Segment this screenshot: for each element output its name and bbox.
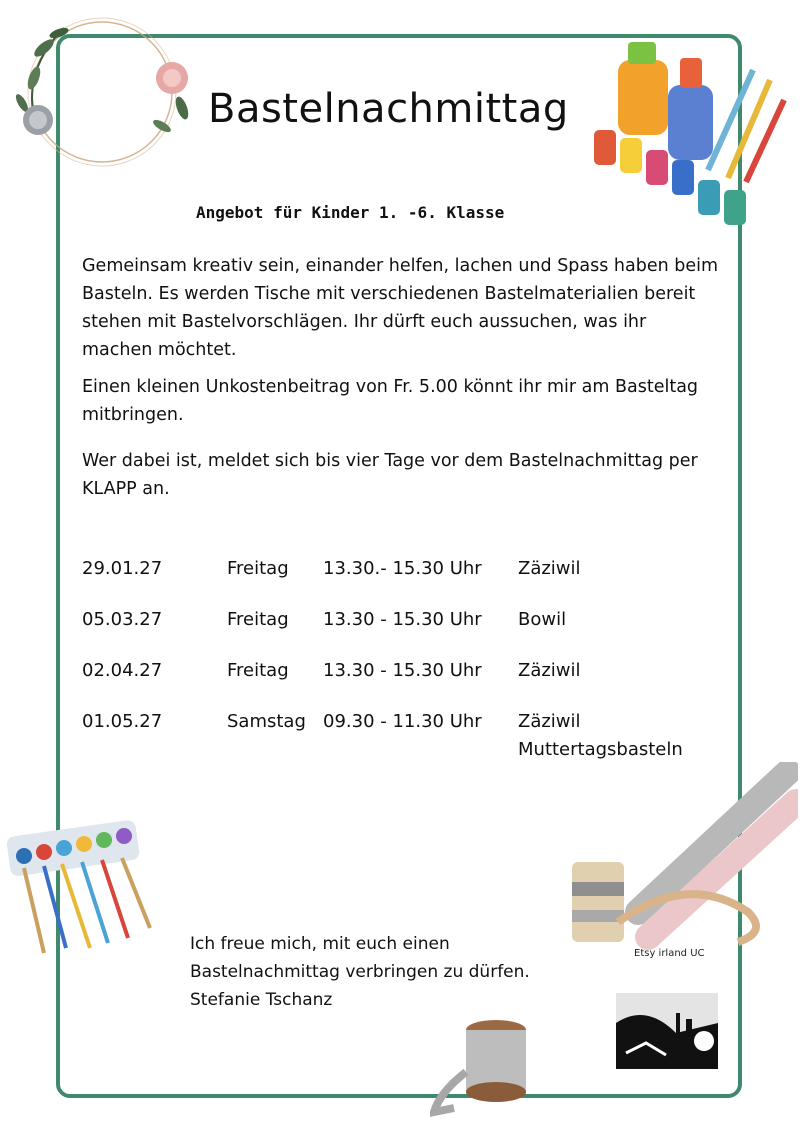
schedule-time: 09.30 - 11.30 Uhr — [323, 711, 482, 732]
ribbon-spool-icon — [430, 1012, 550, 1122]
schedule-time: 13.30.- 15.30 Uhr — [323, 558, 482, 579]
page-title: Bastelnachmittag — [208, 86, 569, 132]
schedule-time: 13.30 - 15.30 Uhr — [323, 609, 482, 630]
paper-rolls-icon — [568, 762, 798, 952]
schedule-place: Zäziwil — [518, 711, 581, 732]
schedule-place: Bowil — [518, 609, 567, 630]
schedule-table — [82, 558, 722, 762]
village-logo-icon — [616, 993, 718, 1069]
registration-paragraph: Wer dabei ist, meldet sich bis vier Tage vor dem Bastelnachmittag per KLAPP an. — [82, 451, 698, 499]
schedule-row — [82, 660, 722, 711]
schedule-day: Samstag — [227, 711, 306, 732]
floral-wreath-icon — [4, 8, 200, 176]
closing-line: Bastelnachmittag verbringen zu dürfen. — [190, 962, 530, 982]
schedule-place: Zäziwil — [518, 558, 581, 579]
subtitle: Angebot für Kinder 1. -6. Klasse — [196, 203, 505, 222]
schedule-row — [82, 558, 722, 609]
fee-paragraph: Einen kleinen Unkostenbeitrag von Fr. 5.00 könnt ihr mir am Basteltag mitbringen. — [82, 377, 699, 425]
schedule-row — [82, 711, 722, 762]
closing-message — [190, 930, 530, 1014]
schedule-day: Freitag — [227, 609, 289, 630]
schedule-note: Muttertagsbasteln — [518, 739, 683, 760]
schedule-date: 02.04.27 — [82, 660, 163, 681]
schedule-place: Zäziwil — [518, 660, 581, 681]
schedule-day: Freitag — [227, 558, 289, 579]
paint-bottles-icon — [588, 30, 793, 230]
watercolor-palette-icon — [4, 808, 164, 958]
schedule-date: 05.03.27 — [82, 609, 163, 630]
schedule-date: 01.05.27 — [82, 711, 163, 732]
image-credit: Etsy irland UC — [634, 948, 705, 959]
schedule-time: 13.30 - 15.30 Uhr — [323, 660, 482, 681]
schedule-date: 29.01.27 — [82, 558, 163, 579]
closing-line: Ich freue mich, mit euch einen — [190, 934, 450, 954]
signature: Stefanie Tschanz — [190, 990, 333, 1010]
intro-paragraph: Gemeinsam kreativ sein, einander helfen, lachen und Spass haben beim Basteln. Es werden Tische mit verschiedenen Bastelmaterialien bereit stehen mit Bastelvorschlägen. Ihr dürft euch aussuchen, was ihr machen möchtet. — [82, 256, 719, 360]
schedule-row — [82, 609, 722, 660]
schedule-day: Freitag — [227, 660, 289, 681]
